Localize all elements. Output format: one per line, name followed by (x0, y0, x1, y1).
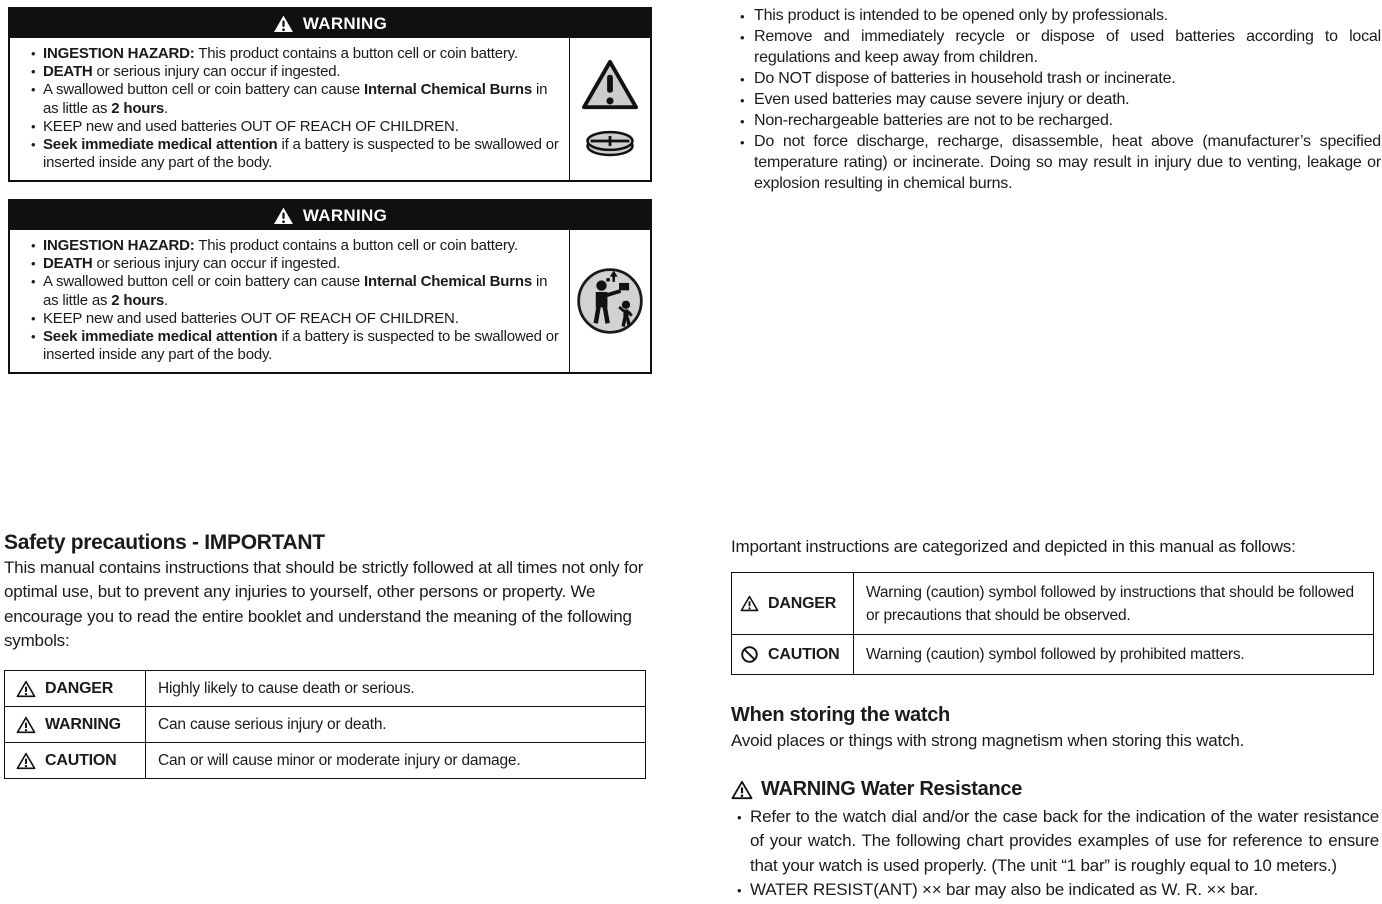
symbol-meaning-table (4, 670, 646, 779)
list-item: • This product is intended to be opened only by professionals. (754, 5, 1381, 26)
table-row (5, 707, 646, 743)
warning-triangle-icon (16, 716, 36, 734)
warning-bullet: • Seek immediate medical attention if a battery is suspected to be swallowed or inserted inside any part of the body. (43, 328, 561, 364)
table-row (5, 743, 646, 779)
warning-title: WARNING (302, 205, 388, 225)
water-resistance-heading (731, 778, 1379, 801)
warning-triangle-icon (16, 680, 36, 698)
warning-bullet-list (18, 237, 561, 364)
warning-bullet: • A swallowed button cell or coin battery can cause Internal Chemical Burns in as little as 2 hours. (43, 81, 561, 117)
storing-heading: When storing the watch (731, 704, 950, 726)
warning-bullet: • Seek immediate medical attention if a battery is suspected to be swallowed or inserted inside any part of the body. (43, 136, 561, 172)
table-row (732, 573, 1374, 635)
list-item: • Even used batteries may cause severe injury or death. (754, 89, 1381, 110)
section-heading: Safety precautions - IMPORTANT (4, 531, 325, 554)
list-item: • Refer to the watch dial and/or the case back for the indication of the water resistance of your watch. The following chart provides examples of use for reference to ensure that your watch is used properly. (The unit “1 bar” is roughly equal to 10 meters.) (750, 805, 1379, 878)
safety-precautions-section (4, 531, 649, 779)
severity-description: Can or will cause minor or moderate injury or damage. (146, 743, 646, 779)
warning-bullet-list (18, 45, 561, 172)
battery-warning-box-1 (8, 7, 652, 182)
warning-bullet: • INGESTION HAZARD: This product contains a button cell or coin battery. (43, 45, 561, 63)
severity-label: DANGER (45, 679, 114, 697)
list-item: • WATER RESIST(ANT) ×× bar may also be indicated as W. R. ×× bar. (750, 878, 1379, 902)
warning-icon-column (569, 38, 650, 180)
water-resistance-list (731, 805, 1379, 902)
warning-header (10, 201, 650, 230)
category-label: DANGER (768, 594, 837, 612)
warning-bullet: • A swallowed button cell or coin battery can cause Internal Chemical Burns in as little as 2 hours. (43, 273, 561, 309)
list-item: • Do NOT dispose of batteries in household trash or incinerate. (754, 68, 1381, 89)
battery-notes-list (731, 5, 1381, 194)
warning-title: WARNING (302, 13, 388, 33)
severity-description: Highly likely to cause death or serious. (146, 671, 646, 707)
water-resistance-title: WARNING Water Resistance (761, 778, 1023, 800)
section-body: This manual contains instructions that should be strictly followed at all times not only for optimal use, but to prevent any injuries to yourself, other persons or property. We encourage you to read the entire booklet and understand the meaning of the following symbols: (4, 558, 644, 650)
table-row (732, 635, 1374, 675)
list-item: • Do not force discharge, recharge, disassemble, heat above (manufacturer’s specified temperature rating) or incinerate. Doing so may result in injury due to venting, leakage or explosion resulting in chemical burns. (754, 131, 1381, 194)
warning-triangle-icon (273, 14, 294, 34)
category-label: CAUTION (768, 645, 840, 663)
warning-triangle-icon (273, 206, 294, 226)
warning-bullet: • DEATH or serious injury can occur if ingested. (43, 255, 561, 273)
categories-intro: Important instructions are categorized and depicted in this manual as follows: (731, 537, 1296, 556)
coin-battery-icon (579, 128, 641, 161)
battery-handling-notes (731, 5, 1381, 194)
table-row (5, 671, 646, 707)
warning-bullet: • KEEP new and used batteries OUT OF REACH OF CHILDREN. (43, 310, 561, 328)
warning-triangle-icon (16, 752, 36, 770)
warning-bullet: • DEATH or serious injury can occur if ingested. (43, 63, 561, 81)
warning-bullet: • KEEP new and used batteries OUT OF REACH OF CHILDREN. (43, 118, 561, 136)
warning-bullet: • INGESTION HAZARD: This product contains a button cell or coin battery. (43, 237, 561, 255)
warning-triangle-icon (740, 595, 759, 612)
severity-description: Can cause serious injury or death. (146, 707, 646, 743)
category-description: Warning (caution) symbol followed by instructions that should be followed or precautions that should be observed. (854, 573, 1374, 635)
list-item: • Non-rechargeable batteries are not to be recharged. (754, 110, 1381, 131)
keep-away-from-children-icon (576, 267, 644, 335)
warning-header (10, 9, 650, 38)
prohibition-icon (740, 645, 759, 664)
instruction-categories-section (731, 537, 1379, 902)
list-item: • Remove and immediately recycle or dispose of used batteries according to local regulations and keep away from children. (754, 26, 1381, 68)
warning-triangle-icon (581, 58, 639, 112)
warning-triangle-icon (731, 780, 753, 800)
warning-icon-column (569, 230, 650, 372)
battery-warning-box-2 (8, 199, 652, 374)
severity-label: CAUTION (45, 751, 117, 769)
severity-label: WARNING (45, 715, 121, 733)
storing-body: Avoid places or things with strong magnetism when storing this watch. (731, 731, 1245, 750)
instruction-category-table (731, 572, 1374, 675)
category-description: Warning (caution) symbol followed by prohibited matters. (854, 635, 1374, 675)
